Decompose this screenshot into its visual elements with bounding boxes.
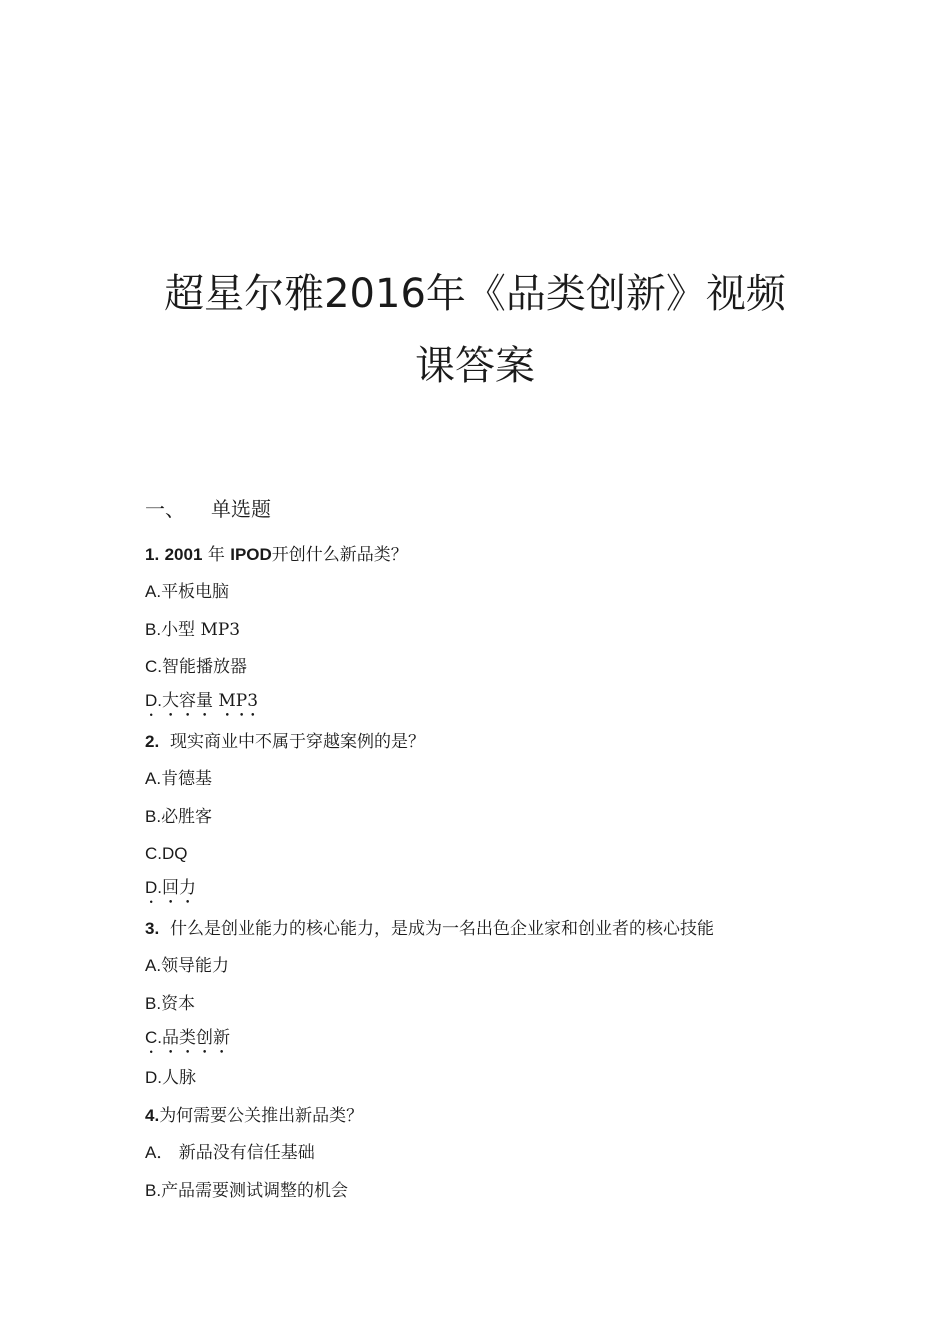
question-1-text-a: 年 [207,545,225,565]
option-text: 回力 [162,878,196,898]
section-label: 单选题 [211,497,271,521]
option-letter: C. [145,844,162,863]
question-number: 1. [145,545,160,564]
option-text: 品类创新 [162,1028,230,1048]
question-number: 2. [145,732,160,751]
question-text: 什么是创业能力的核心能力，是成为一名出色企业家和创业者的核心技能 [170,919,714,939]
option-text: 必胜客 [161,807,213,827]
section-number: 一、 [145,497,185,521]
question-2 [145,730,425,754]
option-3c-answer [145,1026,230,1058]
option-4a [145,1141,315,1165]
question-text: 现实商业中不属于穿越案例的是？ [170,732,425,752]
option-text: 产品需要测试调整的机会 [161,1181,349,1201]
option-text: 大容量 MP3 [162,691,259,711]
section-heading [145,496,271,522]
option-3a [145,954,229,978]
option-letter: A. [145,582,162,601]
option-4b [145,1179,348,1203]
option-text: 人脉 [162,1068,196,1088]
option-1a [145,580,229,604]
option-letter: C. [145,1028,162,1047]
option-3d [145,1066,196,1090]
option-letter: D. [145,1068,162,1087]
question-number: 4. [145,1106,160,1125]
question-3 [145,917,714,941]
question-1-text-b: 开创什么新品类？ [271,545,408,565]
option-text: 领导能力 [161,956,230,976]
document-title-line-2: 课答案 [415,343,535,389]
question-4 [145,1104,363,1128]
option-letter: D. [145,878,162,897]
option-text: 新品没有信任基础 [178,1143,315,1163]
question-text: 为何需要公关推出新品类？ [159,1106,364,1126]
option-text: 小型 MP3 [161,620,241,640]
question-1 [145,543,408,567]
option-text: 平板电脑 [161,582,230,602]
option-2d-answer [145,876,196,908]
option-letter: B. [145,807,162,826]
option-letter: B. [145,994,162,1013]
option-letter: A. [145,769,162,788]
option-1c [145,655,247,679]
option-3b [145,992,195,1016]
option-1b [145,618,240,642]
option-letter: D. [145,691,162,710]
option-letter: C. [145,657,162,676]
option-text: 智能播放器 [162,657,247,677]
option-letter: B. [145,620,162,639]
option-2c [145,842,188,866]
question-1-product: IPOD [230,545,272,564]
option-letter: A． [145,1143,174,1162]
option-letter: B. [145,1181,162,1200]
question-number: 3. [145,919,160,938]
option-text: DQ [162,844,188,863]
question-1-year: 2001 [164,545,203,564]
option-2a [145,767,212,791]
option-text: 资本 [161,994,196,1014]
option-1d-answer [145,689,258,721]
option-text: 肯德基 [161,769,213,789]
option-2b [145,805,212,829]
document-title-line-1: 超星尔雅2016年《品类创新》视频 [164,271,786,317]
option-letter: A. [145,956,162,975]
